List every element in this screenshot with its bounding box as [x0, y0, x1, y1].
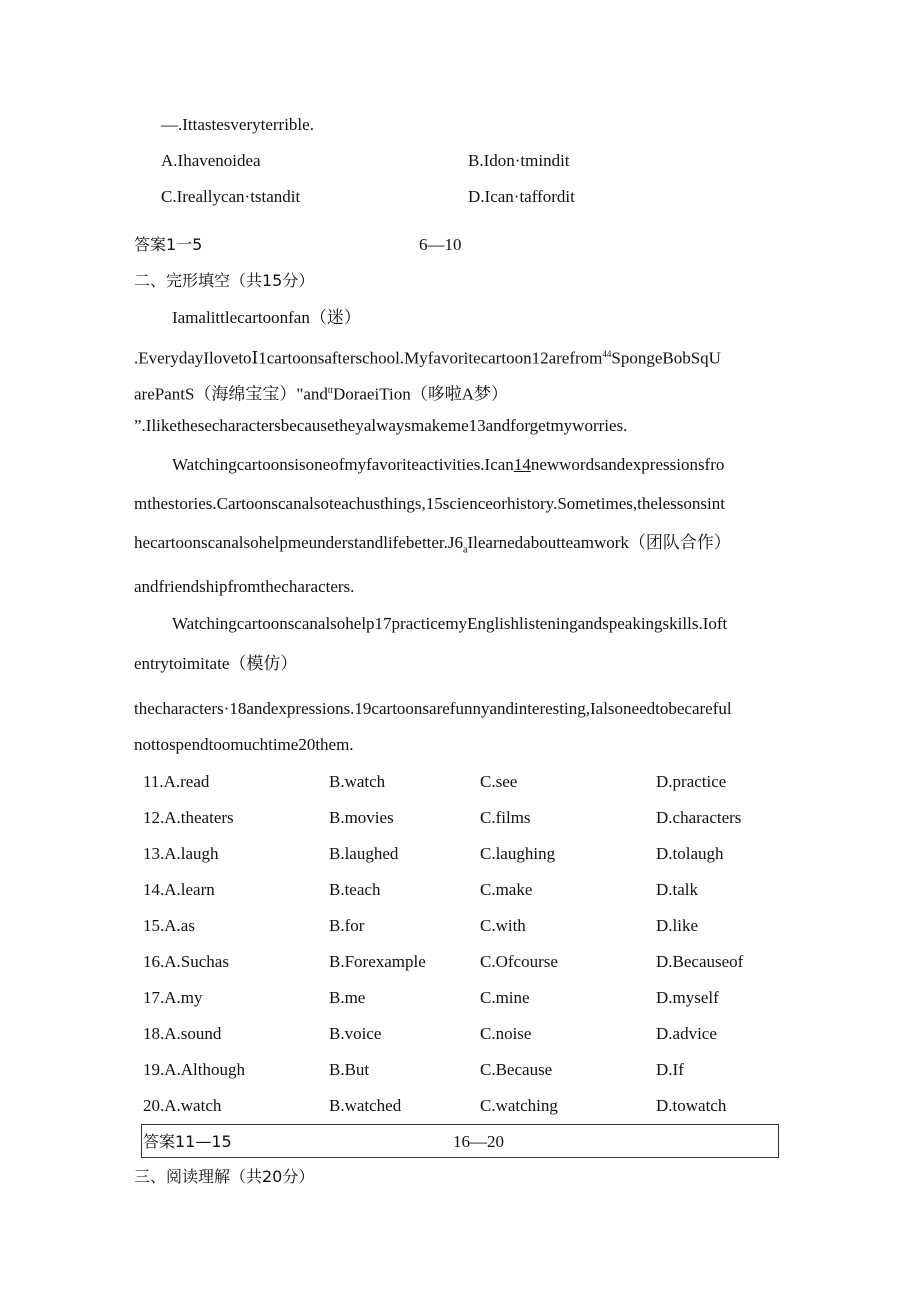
answer-label-11-15: 答案11—15	[143, 1132, 232, 1151]
cloze-option-17-a: 17.A.my	[143, 988, 203, 1007]
cloze-option-17-d: D.myself	[656, 988, 719, 1007]
section-title-reading: 三、阅读理解（共20分）	[134, 1167, 315, 1186]
passage-text: .EverydayIlovetoⅠ1cartoonsafterschool.Myfavoritecartoon12arefrom	[134, 348, 603, 368]
cloze-option-18-a: 18.A.sound	[143, 1024, 222, 1043]
passage-text: SpongeBobSqU	[611, 348, 721, 368]
passage-text: entrytoimitate（模仿）	[134, 654, 298, 673]
cloze-option-19-b: B.But	[329, 1060, 370, 1079]
cloze-option-15-d: D.like	[656, 916, 699, 935]
q10-option-b: B.Idon·tmindit	[468, 151, 570, 170]
cloze-option-16-d: D.Becauseof	[656, 952, 744, 971]
cloze-option-18-b: B.voice	[329, 1024, 382, 1043]
cloze-option-14-d: D.talk	[656, 880, 699, 899]
cloze-option-14-c: C.make	[480, 880, 533, 899]
passage-text: Ilearnedaboutteamwork（团队合作）	[467, 533, 731, 552]
passage-text: andfriendshipfromthecharacters.	[134, 577, 355, 596]
passage-p3-line4	[134, 735, 354, 755]
passage-p3-line1	[172, 614, 727, 634]
q10-option-c: C.Ireallycan·tstandit	[161, 187, 301, 206]
cloze-option-13-d: D.tolaugh	[656, 844, 724, 863]
cloze-option-19-a: 19.A.Although	[143, 1060, 245, 1079]
passage-text: DoraeiTion（哆啦A梦）	[332, 384, 508, 404]
cloze-option-17-b: B.me	[329, 988, 366, 1007]
cloze-option-15-a: 15.A.as	[143, 916, 195, 935]
cloze-option-13-c: C.laughing	[480, 844, 556, 863]
cloze-option-20-b: B.watched	[329, 1096, 402, 1115]
passage-p1-line3	[134, 380, 508, 405]
passage-text: nottospendtoomuchtime20them.	[134, 735, 354, 754]
cloze-option-13-a: 13.A.laugh	[143, 844, 219, 863]
passage-text: thecharacters·18andexpressions.19cartoonsarefunnyandinteresting,Ialsoneedtobecareful	[134, 699, 732, 718]
section-title-cloze: 二、完形填空（共15分）	[134, 271, 315, 290]
cloze-option-11-d: D.practice	[656, 772, 727, 791]
cloze-option-16-a: 16.A.Suchas	[143, 952, 229, 971]
answer-label-16-20: 16—20	[453, 1132, 504, 1151]
passage-text: mthestories.Cartoonscanalsoteachusthings,15scienceorhistory.Sometimes,thelessonsint	[134, 494, 725, 513]
q10-option-a: A.Ihavenoidea	[161, 151, 261, 170]
cloze-option-14-a: 14.A.learn	[143, 880, 215, 899]
cloze-option-12-c: C.films	[480, 808, 531, 827]
passage-p1-line4	[134, 416, 627, 436]
passage-p1-line2	[134, 344, 721, 369]
cloze-option-19-c: C.Because	[480, 1060, 553, 1079]
cloze-option-15-b: B.for	[329, 916, 365, 935]
cloze-option-15-c: C.with	[480, 916, 526, 935]
blank-number: 14	[513, 455, 531, 474]
cloze-option-16-c: C.Ofcourse	[480, 952, 558, 971]
passage-text: arePantS（海绵宝宝）"and	[134, 384, 328, 404]
passage-text: Iamalittlecartoonfan（迷）	[172, 308, 361, 327]
cloze-option-20-c: C.watching	[480, 1096, 558, 1115]
passage-p3-line3	[134, 699, 732, 719]
cloze-option-12-a: 12.A.theaters	[143, 808, 234, 827]
passage-text: Watchingcartoonscanalsohelp17practicemyEnglishlisteningandspeakingskills.Ioft	[172, 614, 728, 633]
passage-quote-mark: 44	[602, 349, 612, 359]
passage-quote-mark: tt	[327, 385, 333, 395]
cloze-option-16-b: B.Forexample	[329, 952, 426, 971]
cloze-option-18-c: C.noise	[480, 1024, 532, 1043]
passage-p2-line1	[172, 455, 724, 475]
cloze-option-20-a: 20.A.watch	[143, 1096, 222, 1115]
passage-p3-line2	[134, 654, 297, 674]
passage-p2-line3	[134, 533, 731, 560]
cloze-option-19-d: D.If	[656, 1060, 684, 1079]
passage-p2-line4	[134, 577, 354, 597]
q10-stem: —.Ittastesveryterrible.	[161, 115, 314, 134]
passage-p2-line2	[134, 494, 725, 514]
cloze-option-11-b: B.watch	[329, 772, 386, 791]
passage-p1-line1	[172, 308, 361, 328]
q10-option-d: D.Ican·taffordit	[468, 187, 575, 206]
cloze-option-12-d: D.characters	[656, 808, 742, 827]
answer-label-6-10: 6—10	[419, 235, 462, 254]
passage-text: ”.Ilikethesecharactersbecausetheyalwaysmakeme13andforgetmyworries.	[134, 416, 628, 435]
cloze-option-11-a: 11.A.read	[143, 772, 210, 791]
passage-text: Watchingcartoonsisoneofmyfavoriteactivities.Ican	[172, 455, 514, 474]
passage-text: newwordsandexpressionsfro	[530, 455, 725, 474]
cloze-option-18-d: D.advice	[656, 1024, 717, 1043]
cloze-option-12-b: B.movies	[329, 808, 394, 827]
cloze-option-14-b: B.teach	[329, 880, 381, 899]
cloze-option-17-c: C.mine	[480, 988, 530, 1007]
cloze-option-11-c: C.see	[480, 772, 518, 791]
answer-label-1-5: 答案1一5	[134, 235, 203, 254]
passage-subscript: a	[463, 544, 468, 556]
cloze-option-13-b: B.laughed	[329, 844, 399, 863]
cloze-option-20-d: D.towatch	[656, 1096, 727, 1115]
passage-text: hecartoonscanalsohelpmeunderstandlifebetter.J6	[134, 533, 464, 552]
